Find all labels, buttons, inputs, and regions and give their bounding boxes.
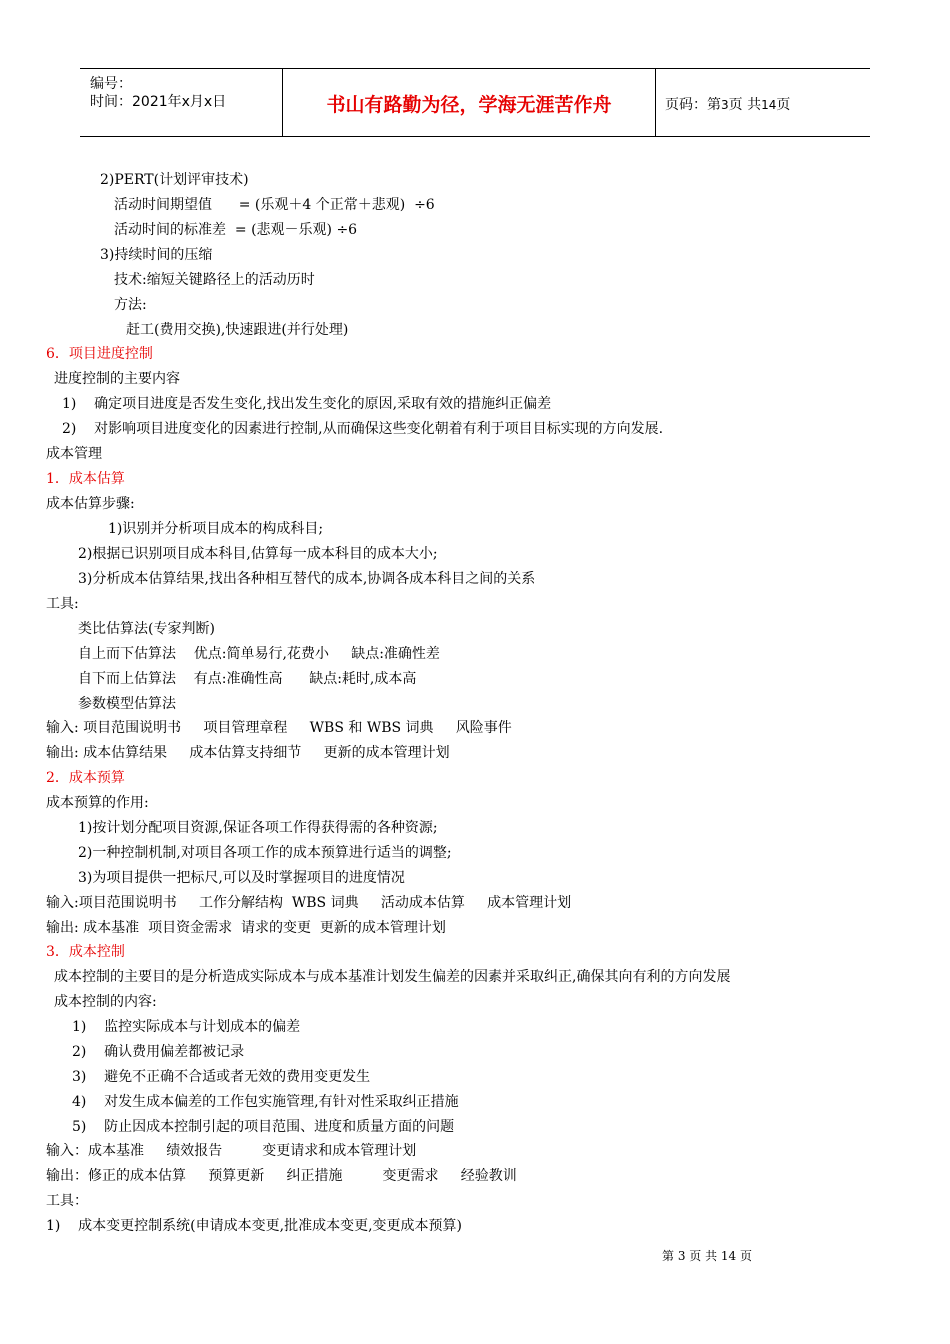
section-heading: 2．成本预算 bbox=[46, 770, 125, 786]
body-line: 输入: 项目范围说明书 项目管理章程 WBS 和 WBS 词典 风险事件 bbox=[46, 720, 512, 736]
section-heading: 3．成本控制 bbox=[46, 944, 125, 960]
list-item: 1) 确定项目进度是否发生变化,找出发生变化的原因,采取有效的措施纠正偏差 bbox=[62, 396, 552, 412]
body-line: 成本管理 bbox=[46, 446, 102, 462]
page-prefix: 页码：第 bbox=[665, 97, 721, 113]
list-item: 1) 成本变更控制系统(申请成本变更,批准成本变更,变更成本预算) bbox=[46, 1218, 462, 1234]
page-header bbox=[80, 68, 870, 137]
list-item: 2)根据已识别项目成本科目,估算每一成本科目的成本大小; bbox=[78, 546, 438, 562]
body-line: 成本估算步骤: bbox=[46, 496, 135, 512]
list-item: 1) 监控实际成本与计划成本的偏差 bbox=[72, 1019, 301, 1035]
page-current: 3 bbox=[721, 98, 729, 112]
body-line: 工具: bbox=[46, 596, 79, 612]
list-item: 3)分析成本估算结果,找出各种相互替代的成本,协调各成本科目之间的关系 bbox=[78, 571, 536, 587]
list-item: 2)一种控制机制,对项目各项工作的成本预算进行适当的调整; bbox=[78, 845, 452, 861]
list-item: 2) 确认费用偏差都被记录 bbox=[72, 1044, 245, 1060]
list-item: 3)为项目提供一把标尺,可以及时掌握项目的进度情况 bbox=[78, 870, 405, 886]
body-line: 输入：成本基准 绩效报告 变更请求和成本管理计划 bbox=[46, 1143, 417, 1159]
body-line: 输出：修正的成本估算 预算更新 纠正措施 变更需求 经验教训 bbox=[46, 1168, 517, 1184]
date-label: 时间：2021年x月x日 bbox=[90, 94, 227, 110]
body-line: 输出: 成本估算结果 成本估算支持细节 更新的成本管理计划 bbox=[46, 745, 450, 761]
section-heading: 6．项目进度控制 bbox=[46, 346, 153, 362]
body-line: 输出: 成本基准 项目资金需求 请求的变更 更新的成本管理计划 bbox=[46, 920, 446, 936]
list-item: 1)识别并分析项目成本的构成科目; bbox=[108, 521, 324, 537]
list-item: 5) 防止因成本控制引起的项目范围、进度和质量方面的问题 bbox=[72, 1119, 455, 1135]
list-item: 2) 对影响项目进度变化的因素进行控制,从而确保这些变化朝着有利于项目目标实现的方向发展. bbox=[62, 421, 664, 437]
body-line: 活动时间的标准差 = (悲观－乐观) ÷6 bbox=[114, 222, 358, 238]
header-motto: 书山有路勤为径，学海无涯苦作舟 bbox=[326, 94, 612, 116]
body-line: 成本控制的内容: bbox=[54, 994, 157, 1010]
list-item: 3) 避免不正确不合适或者无效的费用变更发生 bbox=[72, 1069, 371, 1085]
header-page-number bbox=[665, 94, 790, 114]
body-line: 类比估算法(专家判断) bbox=[78, 621, 215, 637]
body-line: 3)持续时间的压缩 bbox=[100, 247, 213, 263]
code-label: 编号： bbox=[90, 76, 132, 92]
body-line: 成本预算的作用: bbox=[46, 795, 149, 811]
list-item: 4) 对发生成本偏差的工作包实施管理,有针对性采取纠正措施 bbox=[72, 1094, 459, 1110]
body-line: 方法: bbox=[114, 297, 147, 313]
list-item: 1)按计划分配项目资源,保证各项工作得获得需的各种资源; bbox=[78, 820, 438, 836]
page-suffix: 页 bbox=[776, 97, 791, 113]
body-line: 进度控制的主要内容 bbox=[54, 371, 180, 387]
body-line: 赶工(费用交换),快速跟进(并行处理) bbox=[126, 322, 349, 338]
page-footer: 第 3 页 共 14 页 bbox=[662, 1249, 752, 1263]
body-line: 输入:项目范围说明书 工作分解结构 WBS 词典 活动成本估算 成本管理计划 bbox=[46, 895, 572, 911]
body-line: 自上而下估算法 优点:简单易行,花费小 缺点:准确性差 bbox=[78, 646, 440, 662]
page-mid: 页 共 bbox=[728, 97, 762, 113]
body-line: 参数模型估算法 bbox=[78, 696, 176, 712]
header-motto-cell bbox=[282, 69, 656, 136]
header-meta-cell bbox=[80, 69, 282, 136]
section-heading: 1．成本估算 bbox=[46, 471, 125, 487]
body-line: 成本控制的主要目的是分析造成实际成本与成本基准计划发生偏差的因素并采取纠正,确保其向有利的方向发展 bbox=[54, 969, 731, 985]
body-line: 技术:缩短关键路径上的活动历时 bbox=[114, 272, 315, 288]
header-page-cell bbox=[655, 69, 870, 136]
body-line: 活动时间期望值 = (乐观＋4 个正常＋悲观) ÷6 bbox=[114, 197, 435, 213]
page-total: 14 bbox=[761, 98, 777, 112]
body-line: 2)PERT(计划评审技术) bbox=[100, 172, 249, 188]
body-line: 自下而上估算法 有点:准确性高 缺点:耗时,成本高 bbox=[78, 671, 417, 687]
body-line: 工具： bbox=[46, 1193, 88, 1209]
